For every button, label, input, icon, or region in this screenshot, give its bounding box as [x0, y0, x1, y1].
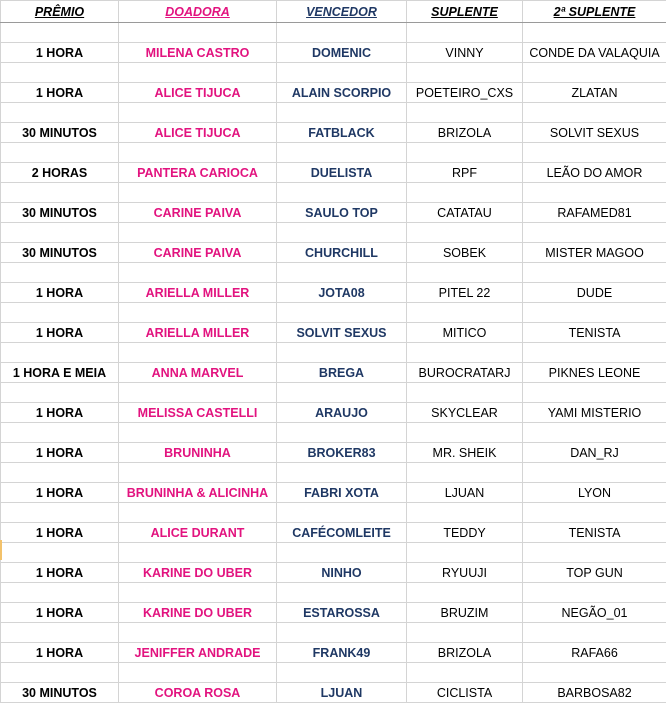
cell-vencedor[interactable]: CAFÉCOMLEITE [277, 523, 407, 543]
cell-doadora[interactable]: PANTERA CARIOCA [119, 163, 277, 183]
empty-cell[interactable] [119, 303, 277, 323]
cell-segundo-suplente[interactable]: TENISTA [523, 323, 666, 343]
cell-segundo-suplente[interactable]: YAMI MISTERIO [523, 403, 666, 423]
cell-vencedor[interactable]: ESTAROSSA [277, 603, 407, 623]
empty-cell[interactable] [119, 623, 277, 643]
spacer-row [1, 463, 666, 483]
cell-premio[interactable]: 30 MINUTOS [1, 683, 119, 703]
cell-suplente[interactable]: BRUZIM [407, 603, 523, 623]
cell-premio[interactable]: 1 HORA [1, 563, 119, 583]
empty-cell[interactable] [407, 223, 523, 243]
cell-premio[interactable]: 1 HORA [1, 443, 119, 463]
empty-cell[interactable] [523, 343, 666, 363]
empty-cell[interactable] [523, 383, 666, 403]
cell-premio[interactable]: 30 MINUTOS [1, 243, 119, 263]
empty-cell[interactable] [523, 23, 666, 43]
empty-cell[interactable] [119, 463, 277, 483]
cell-vencedor[interactable]: LJUAN [277, 683, 407, 703]
spacer-row [1, 143, 666, 163]
cell-suplente[interactable]: SKYCLEAR [407, 403, 523, 423]
spacer-row [1, 303, 666, 323]
cell-segundo-suplente[interactable]: ZLATAN [523, 83, 666, 103]
empty-cell[interactable] [407, 23, 523, 43]
header-suplente[interactable]: SUPLENTE [407, 1, 523, 23]
empty-cell[interactable] [119, 503, 277, 523]
empty-cell[interactable] [407, 383, 523, 403]
spacer-row [1, 343, 666, 363]
empty-cell[interactable] [119, 23, 277, 43]
cell-vencedor[interactable]: BREGA [277, 363, 407, 383]
header-row [1, 1, 666, 23]
table-row [1, 563, 666, 583]
cell-suplente[interactable]: MR. SHEIK [407, 443, 523, 463]
cell-premio[interactable]: 2 HORAS [1, 163, 119, 183]
empty-cell[interactable] [523, 423, 666, 443]
cell-premio[interactable]: 30 MINUTOS [1, 203, 119, 223]
table-row [1, 443, 666, 463]
empty-cell[interactable] [407, 463, 523, 483]
empty-cell[interactable] [523, 583, 666, 603]
empty-cell[interactable] [407, 583, 523, 603]
empty-cell[interactable] [277, 183, 407, 203]
cell-suplente[interactable]: TEDDY [407, 523, 523, 543]
empty-cell[interactable] [277, 623, 407, 643]
cell-premio[interactable]: 1 HORA [1, 323, 119, 343]
cell-suplente[interactable]: SOBEK [407, 243, 523, 263]
cell-segundo-suplente[interactable]: LEÃO DO AMOR [523, 163, 666, 183]
cell-segundo-suplente[interactable]: PIKNES LEONE [523, 363, 666, 383]
header-vencedor[interactable]: VENCEDOR [277, 1, 407, 23]
cell-segundo-suplente[interactable]: BARBOSA82 [523, 683, 666, 703]
spacer-row [1, 103, 666, 123]
empty-cell[interactable] [1, 503, 119, 523]
table-row [1, 403, 666, 423]
empty-cell[interactable] [1, 263, 119, 283]
cell-segundo-suplente[interactable]: DUDE [523, 283, 666, 303]
spacer-row [1, 183, 666, 203]
cell-premio[interactable]: 1 HORA E MEIA [1, 363, 119, 383]
cell-premio[interactable]: 30 MINUTOS [1, 123, 119, 143]
table-row [1, 483, 666, 503]
cell-suplente[interactable]: VINNY [407, 43, 523, 63]
cell-doadora[interactable]: KARINE DO UBER [119, 603, 277, 623]
table-row [1, 203, 666, 223]
empty-cell[interactable] [1, 303, 119, 323]
spacer-row [1, 23, 666, 43]
table-row [1, 363, 666, 383]
cell-premio[interactable]: 1 HORA [1, 643, 119, 663]
empty-cell[interactable] [523, 183, 666, 203]
cell-doadora[interactable]: ALICE TIJUCA [119, 83, 277, 103]
empty-cell[interactable] [407, 343, 523, 363]
cell-doadora[interactable]: BRUNINHA [119, 443, 277, 463]
empty-cell[interactable] [277, 463, 407, 483]
selected-row-marker [0, 540, 2, 560]
table-row [1, 283, 666, 303]
cell-doadora[interactable]: CARINE PAIVA [119, 243, 277, 263]
empty-cell[interactable] [277, 423, 407, 443]
cell-doadora[interactable]: JENIFFER ANDRADE [119, 643, 277, 663]
empty-cell[interactable] [523, 303, 666, 323]
cell-suplente[interactable]: CATATAU [407, 203, 523, 223]
spacer-row [1, 223, 666, 243]
cell-segundo-suplente[interactable]: TOP GUN [523, 563, 666, 583]
cell-doadora[interactable]: ARIELLA MILLER [119, 323, 277, 343]
header-doadora[interactable]: DOADORA [119, 1, 277, 23]
empty-cell[interactable] [277, 23, 407, 43]
cell-vencedor[interactable]: BROKER83 [277, 443, 407, 463]
cell-premio[interactable]: 1 HORA [1, 523, 119, 543]
table-row [1, 43, 666, 63]
empty-cell[interactable] [119, 63, 277, 83]
cell-doadora[interactable]: BRUNINHA & ALICINHA [119, 483, 277, 503]
empty-cell[interactable] [119, 543, 277, 563]
cell-doadora[interactable]: MELISSA CASTELLI [119, 403, 277, 423]
empty-cell[interactable] [1, 183, 119, 203]
cell-suplente[interactable]: RYUUJI [407, 563, 523, 583]
spacer-row [1, 583, 666, 603]
empty-cell[interactable] [1, 63, 119, 83]
cell-suplente[interactable]: POETEIRO_CXS [407, 83, 523, 103]
cell-vencedor[interactable]: DOMENIC [277, 43, 407, 63]
empty-cell[interactable] [523, 143, 666, 163]
empty-cell[interactable] [407, 663, 523, 683]
empty-cell[interactable] [119, 423, 277, 443]
empty-cell[interactable] [277, 103, 407, 123]
cell-doadora[interactable]: ALICE DURANT [119, 523, 277, 543]
empty-cell[interactable] [119, 383, 277, 403]
cell-suplente[interactable]: RPF [407, 163, 523, 183]
cell-vencedor[interactable]: SOLVIT SEXUS [277, 323, 407, 343]
empty-cell[interactable] [407, 143, 523, 163]
cell-doadora[interactable]: CARINE PAIVA [119, 203, 277, 223]
empty-cell[interactable] [119, 103, 277, 123]
cell-suplente[interactable]: BRIZOLA [407, 123, 523, 143]
empty-cell[interactable] [407, 63, 523, 83]
empty-cell[interactable] [277, 143, 407, 163]
empty-cell[interactable] [119, 663, 277, 683]
table-row [1, 643, 666, 663]
empty-cell[interactable] [119, 583, 277, 603]
empty-cell[interactable] [407, 503, 523, 523]
empty-cell[interactable] [1, 423, 119, 443]
empty-cell[interactable] [1, 663, 119, 683]
cell-segundo-suplente[interactable]: RAFAMED81 [523, 203, 666, 223]
spacer-row [1, 623, 666, 643]
empty-cell[interactable] [119, 143, 277, 163]
cell-doadora[interactable]: MILENA CASTRO [119, 43, 277, 63]
spacer-row [1, 63, 666, 83]
empty-cell[interactable] [1, 103, 119, 123]
table-row [1, 243, 666, 263]
empty-cell[interactable] [119, 263, 277, 283]
spacer-row [1, 503, 666, 523]
empty-cell[interactable] [407, 263, 523, 283]
empty-cell[interactable] [523, 463, 666, 483]
empty-cell[interactable] [407, 103, 523, 123]
cell-suplente[interactable]: PITEL 22 [407, 283, 523, 303]
cell-suplente[interactable]: BUROCRATARJ [407, 363, 523, 383]
cell-vencedor[interactable]: ARAUJO [277, 403, 407, 423]
cell-segundo-suplente[interactable]: SOLVIT SEXUS [523, 123, 666, 143]
cell-doadora[interactable]: COROA ROSA [119, 683, 277, 703]
empty-cell[interactable] [523, 223, 666, 243]
empty-cell[interactable] [277, 543, 407, 563]
spacer-row [1, 383, 666, 403]
cell-suplente[interactable]: MITICO [407, 323, 523, 343]
table-row [1, 83, 666, 103]
table-row [1, 683, 666, 703]
empty-cell[interactable] [523, 503, 666, 523]
empty-cell[interactable] [1, 383, 119, 403]
table-row [1, 163, 666, 183]
table-row [1, 523, 666, 543]
cell-vencedor[interactable]: FABRI XOTA [277, 483, 407, 503]
cell-suplente[interactable]: BRIZOLA [407, 643, 523, 663]
empty-cell[interactable] [1, 343, 119, 363]
cell-premio[interactable]: 1 HORA [1, 483, 119, 503]
cell-doadora[interactable]: ANNA MARVEL [119, 363, 277, 383]
cell-doadora[interactable]: KARINE DO UBER [119, 563, 277, 583]
empty-cell[interactable] [407, 183, 523, 203]
cell-doadora[interactable]: ARIELLA MILLER [119, 283, 277, 303]
cell-segundo-suplente[interactable]: MISTER MAGOO [523, 243, 666, 263]
cell-vencedor[interactable]: FRANK49 [277, 643, 407, 663]
cell-premio[interactable]: 1 HORA [1, 403, 119, 423]
cell-vencedor[interactable]: DUELISTA [277, 163, 407, 183]
empty-cell[interactable] [1, 463, 119, 483]
table-row [1, 123, 666, 143]
empty-cell[interactable] [523, 663, 666, 683]
empty-cell[interactable] [1, 23, 119, 43]
cell-premio[interactable]: 1 HORA [1, 283, 119, 303]
cell-segundo-suplente[interactable]: RAFA66 [523, 643, 666, 663]
cell-doadora[interactable]: ALICE TIJUCA [119, 123, 277, 143]
table-row [1, 323, 666, 343]
empty-cell[interactable] [407, 543, 523, 563]
empty-cell[interactable] [523, 543, 666, 563]
cell-vencedor[interactable]: FATBLACK [277, 123, 407, 143]
empty-cell[interactable] [277, 63, 407, 83]
spacer-row [1, 543, 666, 563]
cell-segundo-suplente[interactable]: TENISTA [523, 523, 666, 543]
cell-segundo-suplente[interactable]: LYON [523, 483, 666, 503]
empty-cell[interactable] [277, 343, 407, 363]
empty-cell[interactable] [407, 623, 523, 643]
cell-segundo-suplente[interactable]: NEGÃO_01 [523, 603, 666, 623]
cell-premio[interactable]: 1 HORA [1, 603, 119, 623]
cell-vencedor[interactable]: JOTA08 [277, 283, 407, 303]
cell-segundo-suplente[interactable]: CONDE DA VALAQUIA [523, 43, 666, 63]
empty-cell[interactable] [277, 663, 407, 683]
cell-premio[interactable]: 1 HORA [1, 43, 119, 63]
empty-cell[interactable] [119, 343, 277, 363]
empty-cell[interactable] [119, 183, 277, 203]
empty-cell[interactable] [277, 303, 407, 323]
cell-segundo-suplente[interactable]: DAN_RJ [523, 443, 666, 463]
cell-vencedor[interactable]: SAULO TOP [277, 203, 407, 223]
empty-cell[interactable] [1, 583, 119, 603]
cell-vencedor[interactable]: ALAIN SCORPIO [277, 83, 407, 103]
cell-vencedor[interactable]: NINHO [277, 563, 407, 583]
empty-cell[interactable] [1, 623, 119, 643]
empty-cell[interactable] [1, 143, 119, 163]
cell-suplente[interactable]: CICLISTA [407, 683, 523, 703]
empty-cell[interactable] [1, 223, 119, 243]
empty-cell[interactable] [119, 223, 277, 243]
empty-cell[interactable] [1, 543, 119, 563]
header-segundo-suplente[interactable]: 2ª SUPLENTE [523, 1, 666, 23]
empty-cell[interactable] [277, 263, 407, 283]
empty-cell[interactable] [523, 63, 666, 83]
empty-cell[interactable] [407, 423, 523, 443]
header-premio[interactable]: PRÊMIO [1, 1, 119, 23]
spacer-row [1, 263, 666, 283]
spacer-row [1, 663, 666, 683]
spacer-row [1, 423, 666, 443]
empty-cell[interactable] [407, 303, 523, 323]
empty-cell[interactable] [277, 583, 407, 603]
table-row [1, 603, 666, 623]
cell-premio[interactable]: 1 HORA [1, 83, 119, 103]
cell-vencedor[interactable]: CHURCHILL [277, 243, 407, 263]
empty-cell[interactable] [277, 383, 407, 403]
empty-cell[interactable] [523, 103, 666, 123]
empty-cell[interactable] [523, 623, 666, 643]
cell-suplente[interactable]: LJUAN [407, 483, 523, 503]
empty-cell[interactable] [523, 263, 666, 283]
empty-cell[interactable] [277, 503, 407, 523]
empty-cell[interactable] [277, 223, 407, 243]
